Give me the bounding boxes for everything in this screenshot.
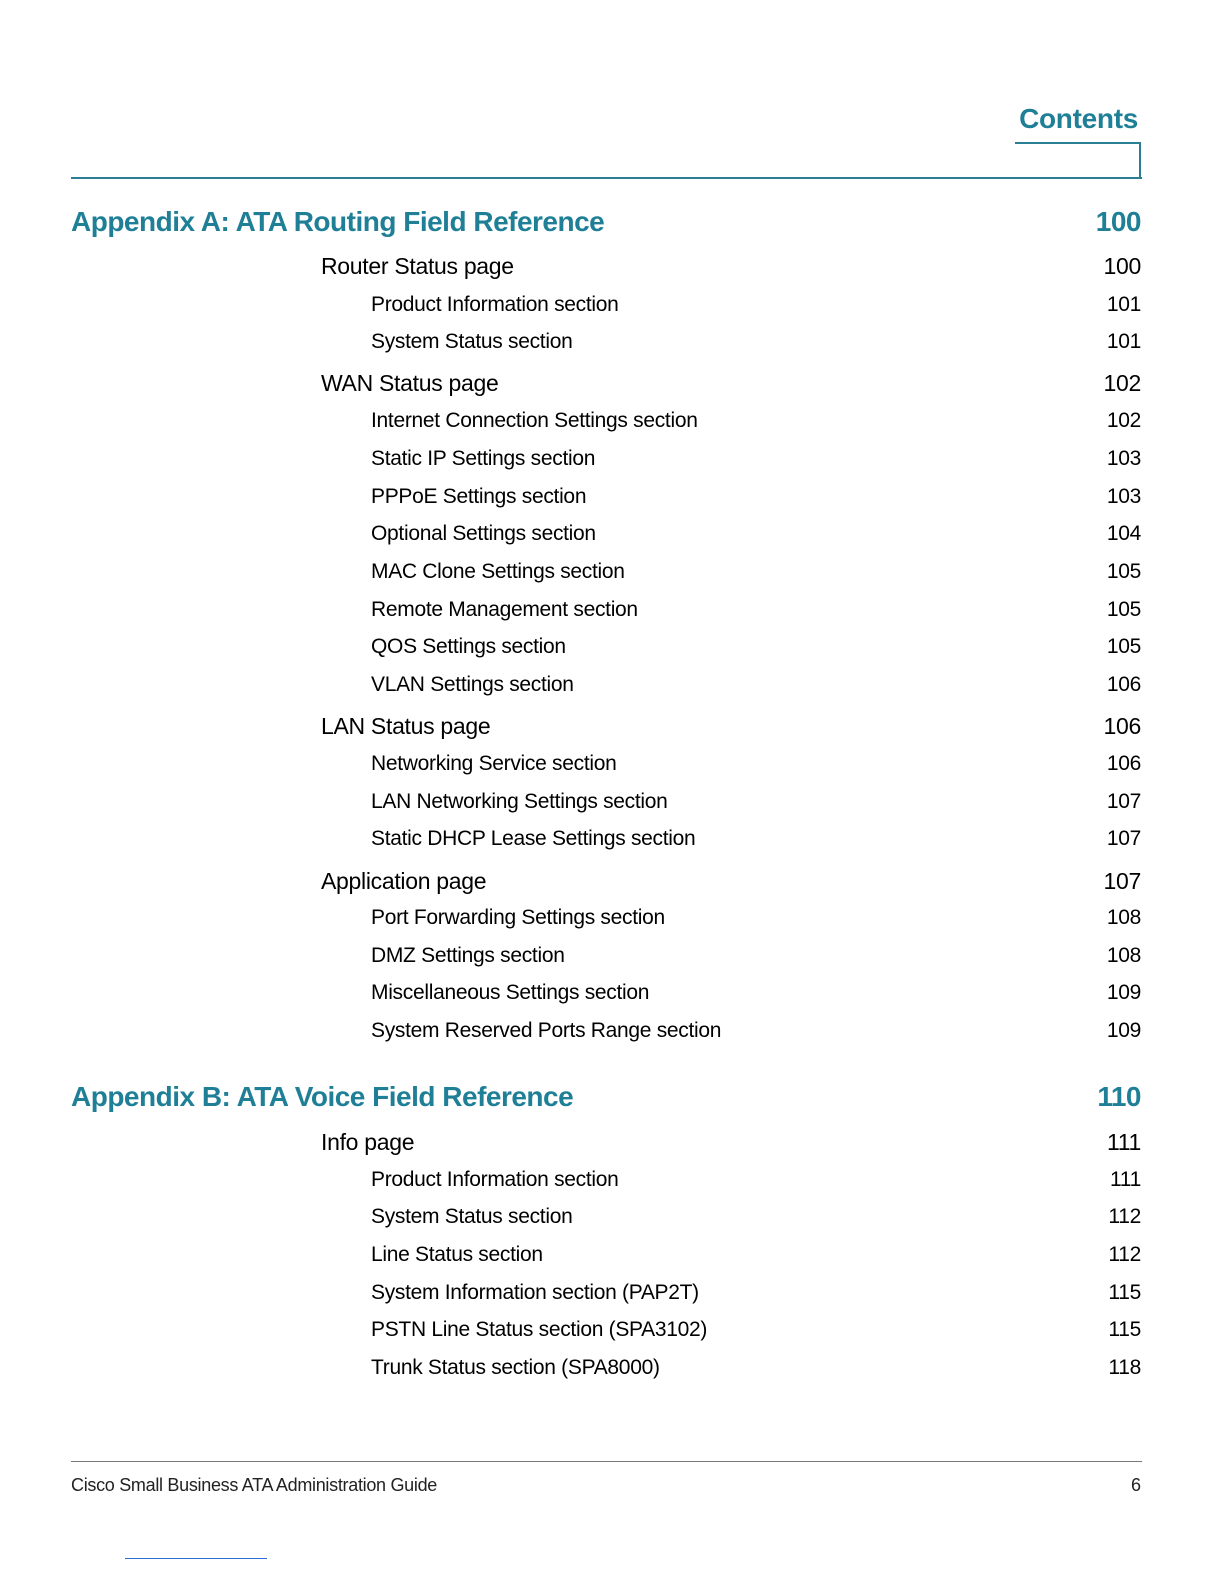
toc-entry-title: Optional Settings section bbox=[371, 522, 596, 545]
toc-entry-title: LAN Status page bbox=[321, 713, 491, 739]
toc-entry-page-number: 101 bbox=[1106, 330, 1141, 353]
toc-entry-title: Appendix B: ATA Voice Field Reference bbox=[71, 1081, 574, 1112]
toc-entry-title: QOS Settings section bbox=[371, 635, 566, 658]
toc-entry-page-number: 109 bbox=[1106, 1019, 1141, 1042]
toc-entry-page-number: 105 bbox=[1106, 560, 1141, 583]
toc-entry-title: Trunk Status section (SPA8000) bbox=[371, 1356, 660, 1379]
toc-entry-page-number: 109 bbox=[1106, 981, 1141, 1004]
toc-entry-page-number: 106 bbox=[1103, 713, 1141, 739]
toc-entry-title: Miscellaneous Settings section bbox=[371, 981, 650, 1004]
toc-entry-page-number: 105 bbox=[1106, 598, 1141, 621]
toc-entry-page-number: 104 bbox=[1106, 522, 1141, 545]
toc-entry-title: Remote Management section bbox=[371, 598, 638, 621]
toc-entry-page-number: 106 bbox=[1106, 673, 1141, 696]
toc-entry-title: System Reserved Ports Range section bbox=[371, 1019, 722, 1042]
toc-entry-page-number: 115 bbox=[1108, 1318, 1141, 1341]
toc-entry-title: PSTN Line Status section (SPA3102) bbox=[371, 1318, 708, 1341]
link-underline bbox=[125, 1558, 267, 1559]
toc-entry-page-number: 101 bbox=[1106, 293, 1141, 316]
page-header-title: Contents bbox=[1019, 103, 1138, 134]
toc-entry-title: DMZ Settings section bbox=[371, 944, 565, 967]
footer-document-title: Cisco Small Business ATA Administration Guide bbox=[71, 1475, 437, 1495]
toc-entry-title: Appendix A: ATA Routing Field Reference bbox=[71, 206, 605, 237]
toc-entry-page-number: 103 bbox=[1106, 485, 1141, 508]
toc-entry-page-number: 110 bbox=[1097, 1081, 1141, 1112]
toc-entry-title: Internet Connection Settings section bbox=[371, 409, 698, 432]
toc-entry-title: Static DHCP Lease Settings section bbox=[371, 827, 696, 850]
toc-entry-page-number: 107 bbox=[1106, 827, 1141, 850]
toc-entry-page-number: 102 bbox=[1103, 370, 1141, 396]
toc-entry-page-number: 102 bbox=[1106, 409, 1141, 432]
toc-entry-title: MAC Clone Settings section bbox=[371, 560, 625, 583]
toc-entry-page-number: 106 bbox=[1106, 752, 1141, 775]
footer-divider bbox=[71, 1461, 1142, 1462]
toc-entry-page-number: 118 bbox=[1108, 1356, 1141, 1379]
toc-entry-title: System Status section bbox=[371, 330, 573, 353]
toc-entry-page-number: 107 bbox=[1106, 790, 1141, 813]
toc-entry-title: Product Information section bbox=[371, 293, 619, 316]
toc-entry-title: Application page bbox=[321, 868, 487, 894]
footer-page-number: 6 bbox=[1130, 1475, 1141, 1495]
toc-entry-page-number: 108 bbox=[1106, 944, 1141, 967]
toc-entry-page-number: 115 bbox=[1108, 1281, 1141, 1304]
toc-entry-title: PPPoE Settings section bbox=[371, 485, 587, 508]
toc-entry-page-number: 100 bbox=[1103, 253, 1141, 279]
toc-entry-title: Router Status page bbox=[321, 253, 514, 279]
toc-entry-title: System Status section bbox=[371, 1205, 573, 1228]
toc-entry-page-number: 112 bbox=[1108, 1205, 1141, 1228]
toc-entry-page-number: 107 bbox=[1103, 868, 1141, 894]
toc-entry-title: System Information section (PAP2T) bbox=[371, 1281, 699, 1304]
toc-entry-page-number: 100 bbox=[1095, 206, 1141, 237]
toc-entry-page-number: 103 bbox=[1106, 447, 1141, 470]
toc-entry-page-number: 108 bbox=[1106, 906, 1141, 929]
toc-entry-title: Line Status section bbox=[371, 1243, 543, 1266]
toc-entry-page-number: 112 bbox=[1108, 1243, 1141, 1266]
toc-entry-page-number: 111 bbox=[1106, 1129, 1141, 1155]
toc-entry-title: Info page bbox=[321, 1129, 415, 1155]
toc-entry-page-number: 105 bbox=[1106, 635, 1141, 658]
toc-entry-title: WAN Status page bbox=[321, 370, 499, 396]
toc-entry-title: LAN Networking Settings section bbox=[371, 790, 668, 813]
toc-entry-page-number: 111 bbox=[1109, 1168, 1141, 1191]
toc-entry-title: Port Forwarding Settings section bbox=[371, 906, 665, 929]
toc-entry-title: Product Information section bbox=[371, 1168, 619, 1191]
toc-entry-title: VLAN Settings section bbox=[371, 673, 574, 696]
toc-entry-title: Static IP Settings section bbox=[371, 447, 596, 470]
toc-entry-title: Networking Service section bbox=[371, 752, 617, 775]
